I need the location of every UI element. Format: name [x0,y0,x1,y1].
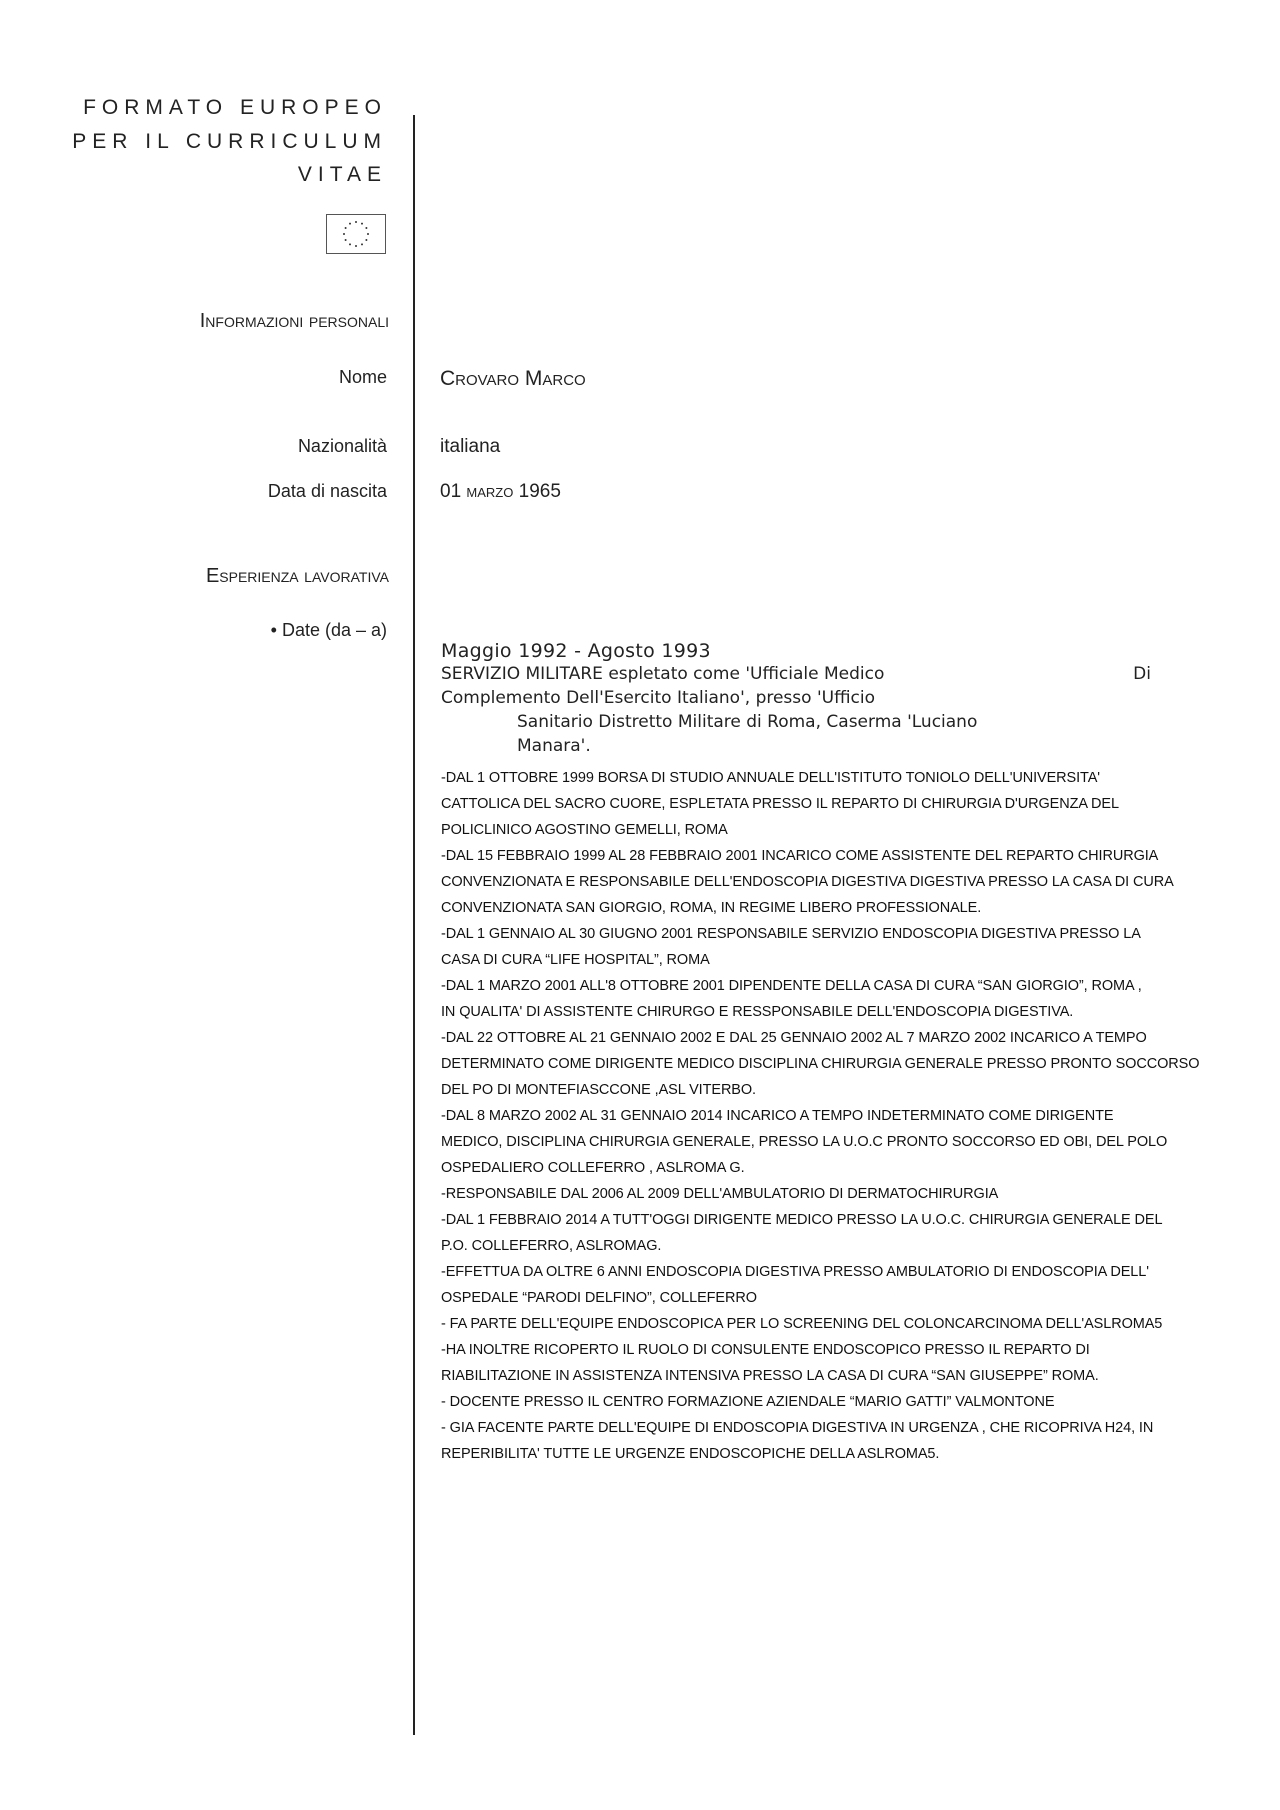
birth-date-label: Data di nascita [267,481,387,501]
experience-item-line: P.O. COLLEFERRO, ASLROMAG. [441,1238,662,1254]
experience-item-line: -DAL 1 GENNAIO AL 30 GIUGNO 2001 RESPONSABILE SERVIZIO ENDOSCOPIA DIGESTIVA PRESSO LA [441,926,1141,942]
cv-title-line1 [83,96,387,120]
experience-item-line: - GIA FACENTE PARTE DELL'EQUIPE DI ENDOSCOPIA DIGESTIVA IN URGENZA , CHE RICOPRIVA H24, IN [441,1420,1154,1436]
military-service-line1 [441,662,1151,686]
experience-item-line: -DAL 15 FEBBRAIO 1999 AL 28 FEBBRAIO 2001 INCARICO COME ASSISTENTE DEL REPARTO CHIRURGIA [441,848,1159,864]
name-label: Nome [338,367,387,387]
experience-item-line: -DAL 8 MARZO 2002 AL 31 GENNAIO 2014 INCARICO A TEMPO INDETERMINATO COME DIRIGENTE [441,1108,1114,1124]
personal-info-heading-text: Informazioni personali [199,310,389,332]
experience-heading [206,565,389,588]
experience-item-line: CONVENZIONATA SAN GIORGIO, ROMA, IN REGIME LIBERO PROFESSIONALE. [441,900,982,916]
experience-item-line: CONVENZIONATA E RESPONSABILE DELL'ENDOSCOPIA DIGESTIVA DIGESTIVA PRESSO LA CASA DI CURA [441,874,1174,890]
experience-item [441,921,1231,973]
experience-item [441,843,1231,921]
experience-item-line: MEDICO, DISCIPLINA CHIRURGIA GENERALE, PRESSO LA U.O.C PRONTO SOCCORSO ED OBI, DEL POLO [441,1134,1168,1150]
experience-item-line: -HA INOLTRE RICOPERTO IL RUOLO DI CONSULENTE ENDOSCOPICO PRESSO IL REPARTO DI [441,1342,1090,1358]
experience-item [441,1103,1231,1181]
experience-item-line: REPERIBILITA' TUTTE LE URGENZE ENDOSCOPICHE DELLA ASLROMA5. [441,1446,940,1462]
military-period: Maggio 1992 - Agosto 1993 [441,640,711,662]
experience-item-line: -DAL 1 MARZO 2001 ALL'8 OTTOBRE 2001 DIPENDENTE DELLA CASA DI CURA “SAN GIORGIO”, ROMA , [441,978,1142,994]
experience-item [441,973,1231,1025]
cv-title-line2-text: PER IL CURRICULUM [72,130,387,153]
eu-flag-icon [326,214,386,254]
experience-item-line: DETERMINATO COME DIRIGENTE MEDICO DISCIPLINA CHIRURGIA GENERALE PRESSO PRONTO SOCCORSO [441,1056,1200,1072]
nationality-value: italiana [440,436,501,457]
cv-title-line2 [72,130,387,154]
nationality-label: Nazionalità [297,436,387,456]
date-range-label: • Date (da – a) [270,620,387,640]
experience-item [441,1389,1231,1415]
experience-item [441,1337,1231,1389]
experience-item [441,1259,1231,1311]
experience-heading-text: Esperienza lavorativa [205,565,389,587]
military-service-text [441,662,1231,758]
experience-item-line: -EFFETTUA DA OLTRE 6 ANNI ENDOSCOPIA DIGESTIVA PRESSO AMBULATORIO DI ENDOSCOPIA DELL' [441,1264,1149,1280]
name-value: Crovaro Marco [440,367,586,390]
experience-item [441,1415,1231,1467]
experience-item [441,1207,1231,1259]
experience-item-line: IN QUALITA' DI ASSISTENTE CHIRURGO E RESSPONSABILE DELL'ENDOSCOPIA DIGESTIVA. [441,1004,1074,1020]
military-service-block [441,640,1231,758]
military-service-line3: Sanitario Distretto Militare di Roma, Caserma 'Luciano [517,712,978,732]
experience-item [441,1311,1231,1337]
eu-stars-icon [327,215,385,253]
birth-date-value: 01 marzo 1965 [440,481,561,502]
column-divider [413,115,415,1735]
experience-item-line: -DAL 1 FEBBRAIO 2014 A TUTT'OGGI DIRIGENTE MEDICO PRESSO LA U.O.C. CHIRURGIA GENERALE DEL [441,1212,1163,1228]
experience-item [441,1181,1231,1207]
experience-list [441,765,1231,1467]
experience-item [441,1025,1231,1103]
military-service-line4: Manara'. [517,736,591,756]
experience-item-line: OSPEDALE “PARODI DELFINO”, COLLEFERRO [441,1290,757,1306]
military-service-line2: Complemento Dell'Esercito Italiano', presso 'Ufficio [441,688,875,708]
military-service-line1-left: SERVIZIO MILITARE espletato come 'Ufficiale Medico [441,664,885,684]
experience-item-line: -RESPONSABILE DAL 2006 AL 2009 DELL'AMBULATORIO DI DERMATOCHIRURGIA [441,1186,999,1202]
experience-item-line: -DAL 22 OTTOBRE AL 21 GENNAIO 2002 E DAL 25 GENNAIO 2002 AL 7 MARZO 2002 INCARICO A TEMPO [441,1030,1147,1046]
experience-item [441,765,1231,843]
experience-item-line: CATTOLICA DEL SACRO CUORE, ESPLETATA PRESSO IL REPARTO DI CHIRURGIA D'URGENZA DEL [441,796,1119,812]
military-service-line1-right: Di [1133,664,1151,684]
cv-title-line3 [298,163,387,187]
cv-title-line3-text: VITAE [297,163,387,186]
experience-item-line: -DAL 1 OTTOBRE 1999 BORSA DI STUDIO ANNUALE DELL'ISTITUTO TONIOLO DELL'UNIVERSITA' [441,770,1100,786]
experience-item-line: CASA DI CURA “LIFE HOSPITAL”, ROMA [441,952,710,968]
experience-item-line: POLICLINICO AGOSTINO GEMELLI, ROMA [441,822,728,838]
personal-info-heading [200,310,389,333]
experience-item-line: DEL PO DI MONTEFIASCCONE ,ASL VITERBO. [441,1082,756,1098]
cv-title-line1-text: FORMATO EUROPEO [83,96,387,119]
experience-item-line: - DOCENTE PRESSO IL CENTRO FORMAZIONE AZIENDALE “MARIO GATTI” VALMONTONE [441,1394,1055,1410]
experience-item-line: RIABILITAZIONE IN ASSISTENZA INTENSIVA PRESSO LA CASA DI CURA “SAN GIUSEPPE” ROMA. [441,1368,1099,1384]
experience-item-line: - FA PARTE DELL'EQUIPE ENDOSCOPICA PER LO SCREENING DEL COLONCARCINOMA DELL'ASLROMA5 [441,1316,1163,1332]
experience-item-line: OSPEDALIERO COLLEFERRO , ASLROMA G. [441,1160,745,1176]
